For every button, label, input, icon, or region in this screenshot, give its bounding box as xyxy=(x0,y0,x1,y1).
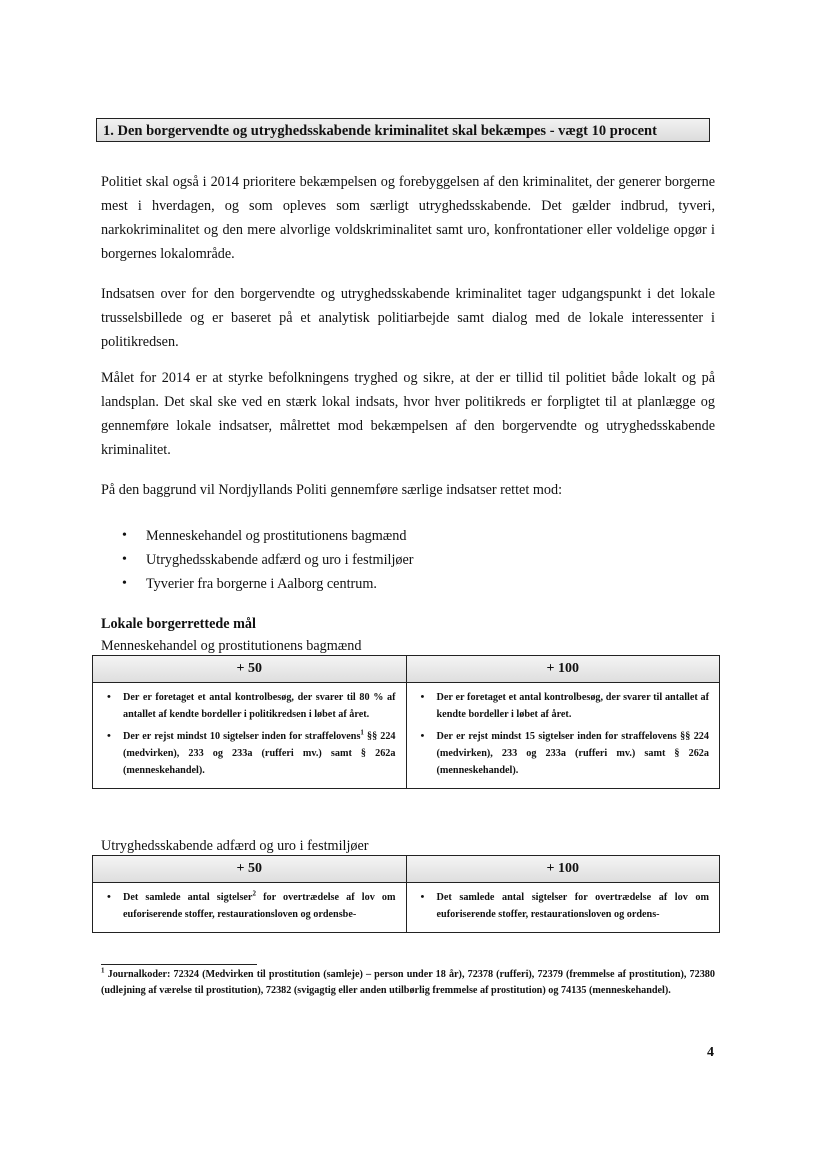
table-cell xyxy=(93,683,406,788)
list-item: • Tyverier fra borgerne i Aalborg centrum. xyxy=(122,572,414,596)
table-cell xyxy=(406,883,720,932)
table-cell xyxy=(406,683,720,788)
footnote-divider xyxy=(101,964,257,965)
table-row xyxy=(93,683,719,788)
focus-list xyxy=(122,524,414,596)
footnote-ref: 2 xyxy=(252,889,256,898)
column-header-100: + 100 xyxy=(406,856,720,882)
paragraph-1: Politiet skal også i 2014 prioritere bekæmpelsen og forebyggelsen af den kriminalitet, der generer borgerne mest i hverdagen, og som opleves som særligt utryghedsskabende. Det gælder indbrud, tyveri, narkokriminalitet og den mere alvorlige voldskriminalitet samt uro, konfrontationer eller voldelige opgør i borgernes lokalområde. xyxy=(101,174,715,262)
column-header-50: + 50 xyxy=(236,861,262,876)
footnote-number: 1 xyxy=(101,966,105,975)
column-header-100: + 100 xyxy=(406,656,720,682)
table-header xyxy=(93,656,719,683)
table1-title: Menneskehandel og prostitutionens bagmænd xyxy=(101,638,362,654)
paragraph-3: Målet for 2014 er at styrke befolkningens tryghed og sikre, at der er tillid til politiet både lokalt og på landsplan. Det skal ske ved en stærk lokal indsats, hvor hver politikreds er forpligtet til at planlægge og gennemføre lokale indsatser, målrettet mod bekæmpelsen af den borgervendte og utryghedsskabende kriminalitet. xyxy=(101,370,715,458)
page-number: 4 xyxy=(707,1045,714,1060)
footnote-ref: 1 xyxy=(360,728,364,737)
table-row xyxy=(93,883,719,932)
paragraph-2: Indsatsen over for den borgervendte og utryghedsskabende kriminalitet tager udgangspunkt i det lokale trusselsbillede og er baseret på et analytisk politiarbejde samt dialog med de lokale interessenter i politikredsen. xyxy=(101,286,715,350)
item-text: for overtrædelse af lov om euforiserende stoffer, restaurationsloven og ordensbe- xyxy=(123,892,396,920)
list-item: • Der er foretaget et antal kontrolbesøg, der svarer til 80 % af antallet af kendte bordeller i politikredsen i løbet af året. xyxy=(105,689,396,723)
list-item: • Det samlede antal sigtelser for overtrædelse af lov om euforiserende stoffer, restaurationsloven og ordens- xyxy=(419,889,710,923)
item-text: Det samlede antal sigtelser xyxy=(123,892,253,903)
table-cell xyxy=(93,883,406,932)
goals-title: Lokale borgerrettede mål xyxy=(101,616,256,632)
table-header xyxy=(93,856,719,883)
section-heading: 1. Den borgervendte og utryghedsskabende kriminalitet skal bekæmpes - vægt 10 procent xyxy=(96,118,710,142)
list-item xyxy=(105,889,396,923)
list-item xyxy=(105,728,396,779)
footnote xyxy=(101,967,715,999)
list-item: • Der er foretaget et antal kontrolbesøg, der svarer til antallet af kendte bordeller i løbet af året. xyxy=(419,689,710,723)
footnote-text: Journalkoder: 72324 (Medvirken til prostitution (samleje) – person under 18 år), 72378 (rufferi), 72379 (fremmelse af prostitution), 72380 (udlejning af værelse til prostitution), 72382 (svigagtig eller anden utilbørlig fremmelse af prostitution) og 74135 (menneskehandel). xyxy=(101,969,715,996)
goals-table-1 xyxy=(92,655,720,789)
item-text: Der er rejst mindst 10 sigtelser inden for straffelovens xyxy=(123,731,361,742)
paragraph-4: På den baggrund vil Nordjyllands Politi gennemføre særlige indsatser rettet mod: xyxy=(101,482,563,498)
column-header-50: + 50 xyxy=(236,661,262,676)
list-item: • Der er rejst mindst 15 sigtelser inden for straffelovens §§ 224 (medvirken), 233 og 233a (rufferi mv.) samt § 262a (menneskehandel). xyxy=(419,728,710,779)
table2-title: Utryghedsskabende adfærd og uro i festmiljøer xyxy=(101,838,369,854)
goals-table-2 xyxy=(92,855,720,933)
list-item: • Menneskehandel og prostitutionens bagmænd xyxy=(122,524,414,548)
list-item: • Utryghedsskabende adfærd og uro i festmiljøer xyxy=(122,548,414,572)
item-text: §§ 224 (medvirken), 233 og 233a (rufferi mv.) samt § 262a (menneskehandel). xyxy=(123,731,396,776)
